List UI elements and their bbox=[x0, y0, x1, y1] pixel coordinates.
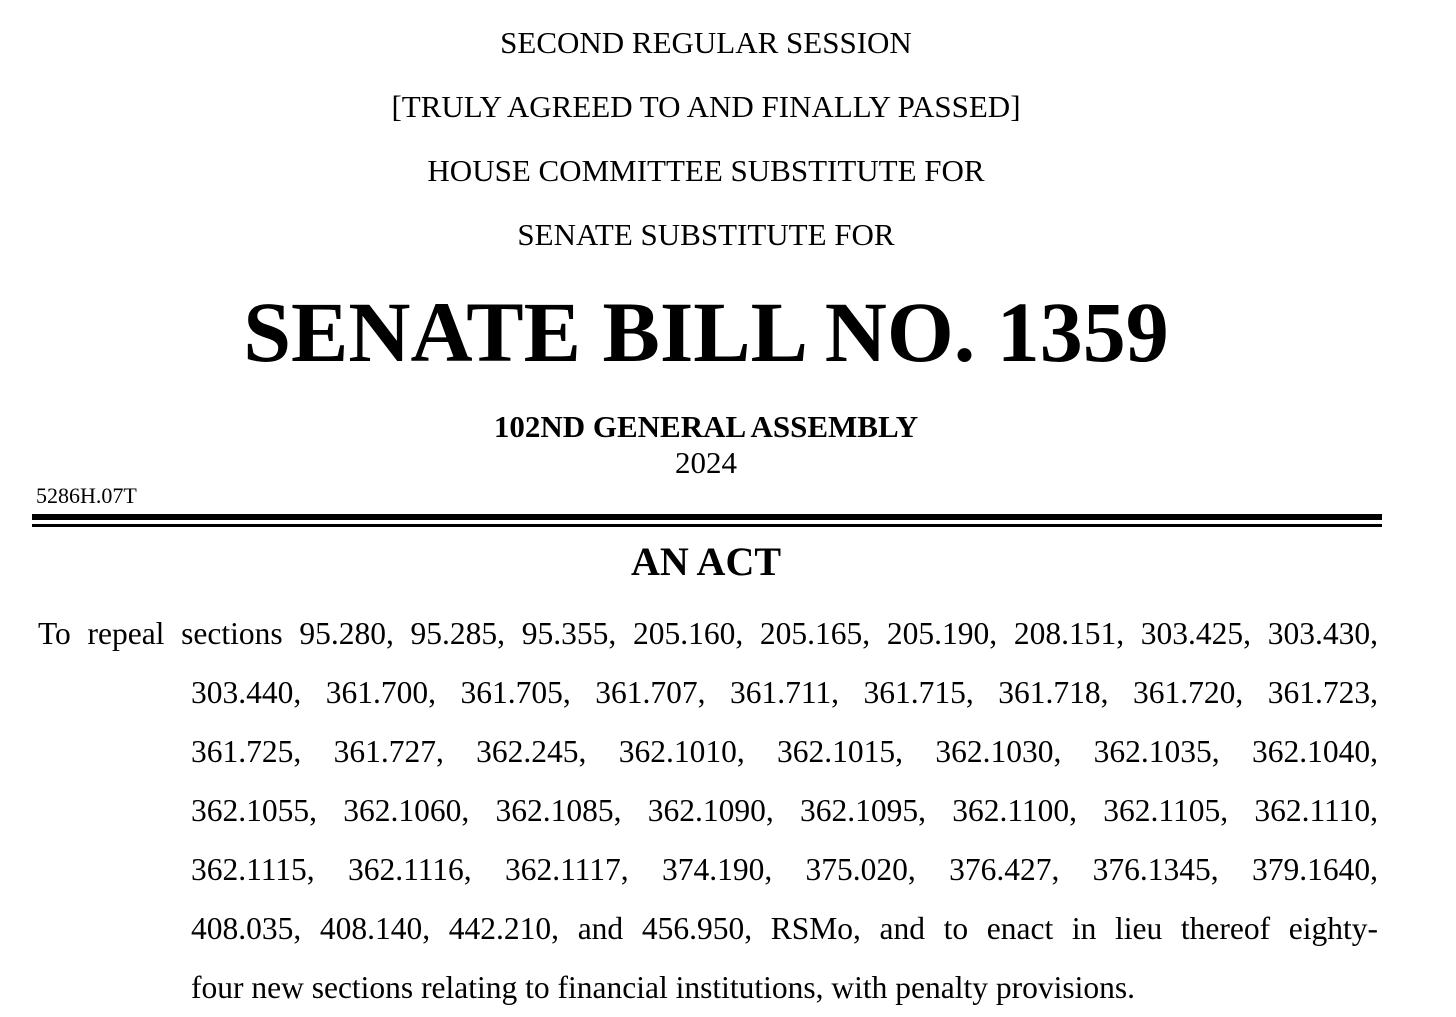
general-assembly: 102ND GENERAL ASSEMBLY bbox=[493, 409, 919, 444]
act-line: 361.725, 361.727, 362.245, 362.1010, 362.1015, 362.1030, 362.1035, 362.1040, bbox=[191, 734, 1378, 769]
act-line: 362.1055, 362.1060, 362.1085, 362.1090, 362.1095, 362.1100, 362.1105, 362.1110, bbox=[191, 793, 1378, 828]
act-line: 362.1115, 362.1116, 362.1117, 374.190, 375.020, 376.427, 376.1345, 379.1640, bbox=[191, 852, 1378, 887]
act-line: To repeal sections 95.280, 95.285, 95.355, 205.160, 205.165, 205.190, 208.151, 303.425, 303.430, bbox=[38, 616, 1378, 651]
passage-status: [TRULY AGREED TO AND FINALLY PASSED] bbox=[391, 89, 1021, 124]
act-line: four new sections relating to financial institutions, with penalty provisions. bbox=[191, 970, 1135, 1005]
act-heading: AN ACT bbox=[630, 539, 782, 584]
session-heading: SECOND REGULAR SESSION bbox=[500, 25, 912, 60]
act-line: 303.440, 361.700, 361.705, 361.707, 361.711, 361.715, 361.718, 361.720, 361.723, bbox=[191, 675, 1378, 710]
senate-substitute-heading: SENATE SUBSTITUTE FOR bbox=[517, 217, 895, 252]
session-year: 2024 bbox=[675, 445, 737, 480]
header-divider-thick bbox=[32, 514, 1382, 520]
act-line: 408.035, 408.140, 442.210, and 456.950, RSMo, and to enact in lieu thereof eighty- bbox=[191, 911, 1378, 946]
bill-title: SENATE BILL NO. 1359 bbox=[243, 284, 1169, 380]
act-title-text bbox=[38, 604, 1378, 1017]
house-substitute-heading: HOUSE COMMITTEE SUBSTITUTE FOR bbox=[427, 153, 985, 188]
document-code: 5286H.07T bbox=[36, 483, 137, 508]
header-divider-thin bbox=[32, 524, 1382, 527]
